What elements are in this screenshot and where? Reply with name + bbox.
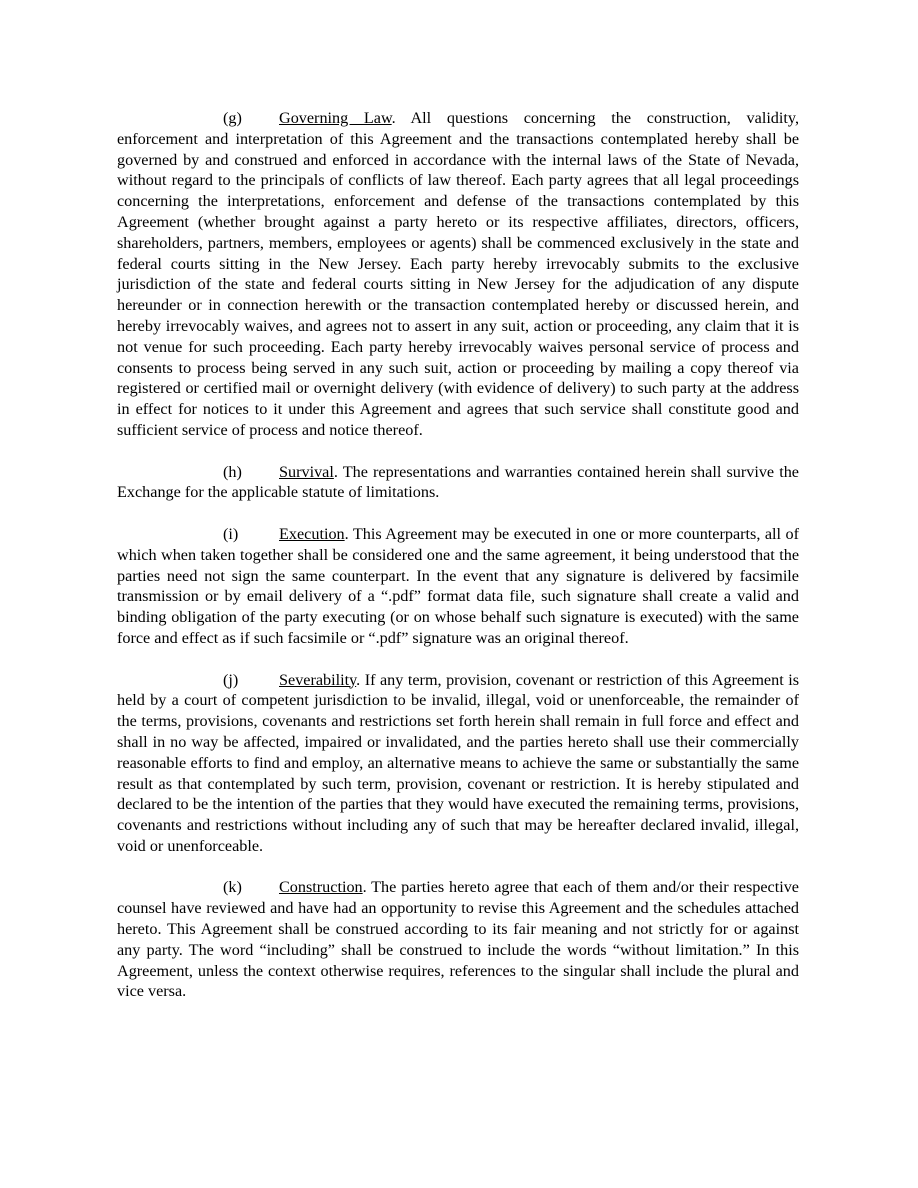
section-body: . This Agreement may be executed in one or more counterparts, all of which when taken together shall be considered one and the same agreement, it being understood that the parties need not sign the same counterpart. In the event that any signature is delivered by facsimile transmission or by email delivery of a “.pdf” format data file, such signature shall create a valid and binding obligation of the party executing (or on whose behalf such signature is executed) with the same force and effect as if such facsimile or “.pdf” signature was an original thereof. [117,524,799,647]
section-heading: Construction [279,878,363,897]
section-body: . If any term, provision, covenant or restriction of this Agreement is held by a court of competent jurisdiction to be invalid, illegal, void or unenforceable, the remainder of the terms, provisions, covenants and restrictions set forth herein shall remain in full force and effect and shall in no way be affected, impaired or invalidated, and the parties hereto shall use their commercially reasonable efforts to find and employ, an alternative means to achieve the same or substantially the same result as that contemplated by such term, provision, covenant or restriction. It is hereby stipulated and declared to be the intention of the parties that they would have executed the remaining terms, provisions, covenants and restrictions without including any of such that may be hereafter declared invalid, illegal, void or unenforceable. [117,670,799,855]
section-body: . All questions concerning the construction, validity, enforcement and interpretation of this Agreement and the transactions contemplated hereby shall be governed by and construed and enforced in accordance with the internal laws of the State of Nevada, without regard to the principals of conflicts of law thereof. Each party agrees that all legal proceedings concerning the interpretations, enforcement and defense of the transactions contemplated by this Agreement (whether brought against a party hereto or its respective affiliates, directors, officers, shareholders, partners, members, employees or agents) shall be commenced exclusively in the state and federal courts sitting in the New Jersey. Each party hereby irrevocably submits to the exclusive jurisdiction of the state and federal courts sitting in New Jersey for the adjudication of any dispute hereunder or in connection herewith or the transaction contemplated hereby or discussed herein, and hereby irrevocably waives, and agrees not to assert in any suit, action or proceeding, any claim that it is not venue for such proceeding. Each party hereby irrevocably waives personal service of process and consents to process being served in any such suit, action or proceeding by mailing a copy thereof via registered or certified mail or overnight delivery (with evidence of delivery) to such party at the address in effect for notices to it under this Agreement and agrees that such service shall constitute good and sufficient service of process and notice thereof. [117,109,799,439]
section-marker: (i) [223,524,239,543]
section-marker: (k) [223,878,242,897]
section-governing-law [117,108,799,441]
section-heading: Survival [279,462,334,481]
section-marker: (j) [223,670,239,689]
section-heading: Execution [279,524,345,543]
section-body: . The representations and warranties contained herein shall survive the Exchange for the applicable statute of limitations. [117,462,799,502]
section-construction [117,877,799,1002]
agreement-text [117,108,799,1023]
section-heading: Governing Law [279,109,392,127]
section-body: . The parties hereto agree that each of them and/or their respective counsel have reviewed and have had an opportunity to revise this Agreement and the schedules attached hereto. This Agreement shall be construed according to its fair meaning and not strictly for or against any party. The word “including” shall be construed to include the words “without limitation.” In this Agreement, unless the context otherwise requires, references to the singular shall include the plural and vice versa. [117,878,799,1001]
section-execution [117,524,799,649]
section-severability [117,670,799,857]
section-marker: (g) [223,109,242,127]
section-heading: Severability [279,670,357,689]
section-survival [117,462,799,504]
section-marker: (h) [223,462,242,481]
